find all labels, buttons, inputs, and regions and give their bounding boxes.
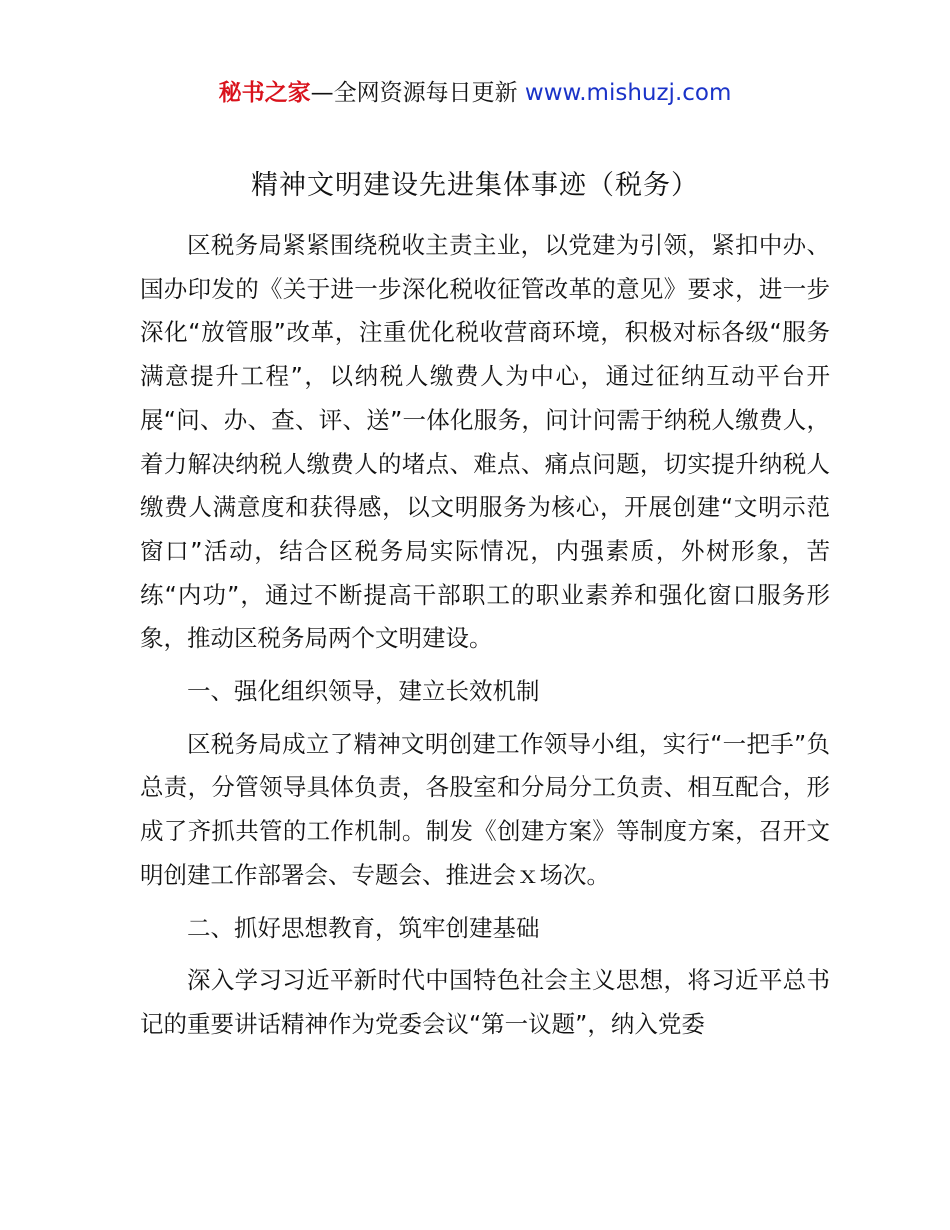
site-tagline: —全网资源每日更新 xyxy=(310,80,525,106)
document-title: 精神文明建设先进集体事迹（税务） xyxy=(251,170,699,201)
intro-paragraph: 区税务局紧紧围绕税收主责主业，以党建为引领，紧扣中办、国办印发的《关于进一步深化税收征管改革的意见》要求，进一步深化“放管服”改革，注重优化税收营商环境，积极对标各级“服务满意提升工程”，以纳税人缴费人为中心，通过征纳互动平台开展“问、办、查、评、送”一体化服务，问计问需于纳税人缴费人，着力解决纳税人缴费人的堵点、难点、痛点问题，切实提升纳税人缴费人满意度和获得感，以文明服务为核心，开展创建“文明示范窗口”活动，结合区税务局实际情况，内强素质，外树形象，苦练“内功”，通过不断提高干部职工的职业素养和强化窗口服务形象，推动区税务局两个文明建设。 xyxy=(140,231,830,653)
site-header xyxy=(0,78,950,108)
section-paragraph-1: 区税务局成立了精神文明创建工作领导小组，实行“一把手”负总责，分管领导具体负责，各股室和分局分工负责、相互配合，形成了齐抓共管的工作机制。制发《创建方案》等制度方案，召开文明创建工作部署会、专题会、推进会ｘ场次。 xyxy=(140,729,830,889)
document-body xyxy=(140,224,830,1047)
section-heading-2: 二、抓好思想教育，筑牢创建基础 xyxy=(187,913,540,942)
site-brand: 秘书之家 xyxy=(218,80,311,106)
section-paragraph-2: 深入学习习近平新时代中国特色社会主义思想，将习近平总书记的重要讲话精神作为党委会议“第一议题”，纳入党委 xyxy=(140,966,830,1038)
site-url-link[interactable]: www.mishuzj.com xyxy=(524,80,732,106)
section-heading-1: 一、强化组织领导，建立长效机制 xyxy=(187,677,540,706)
